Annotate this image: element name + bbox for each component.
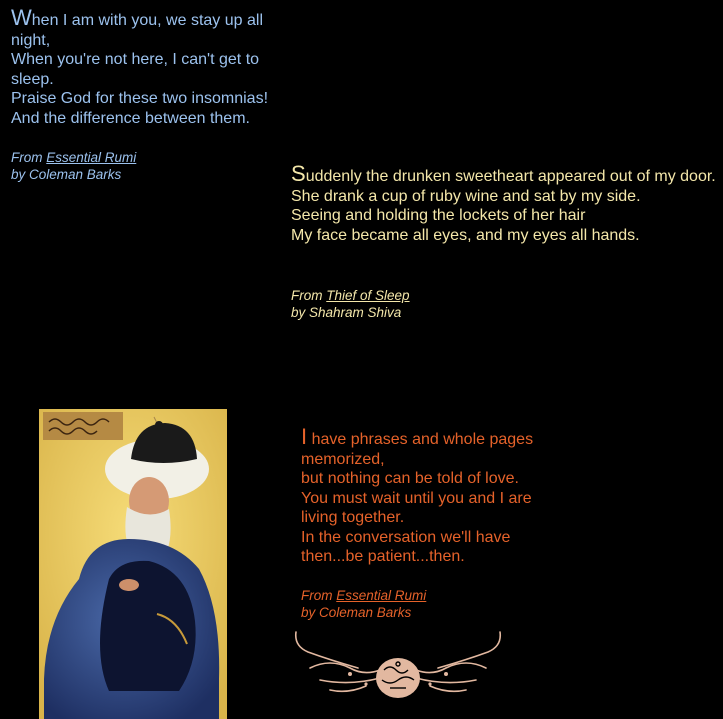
poem-3-source: From Essential Rumi by Coleman Barks xyxy=(301,588,427,620)
poem-block-2 xyxy=(291,161,721,245)
poem-line: Praise God for these two insomnias! xyxy=(11,90,269,107)
author-credit: by Shahram Shiva xyxy=(291,305,402,320)
drop-cap: I xyxy=(301,424,308,449)
poem-line: My face became all eyes, and my eyes all hands. xyxy=(291,226,640,244)
poem-2-source: From Thief of Sleep by Shahram Shiva xyxy=(291,288,410,320)
poem-3-first-line: I have phrases and whole pages memorized, xyxy=(301,424,534,468)
poem-line: In the conversation we'll have then...be patient...then. xyxy=(301,528,511,565)
drop-cap: S xyxy=(291,161,306,186)
poem-2-first-line: Suddenly the drunken sweetheart appeared out of my door. xyxy=(291,161,716,186)
poem-line: When you're not here, I can't get to sleep. xyxy=(11,51,260,88)
calligraphy-ornament xyxy=(290,624,506,714)
poem-line: You must wait until you and I are living together. xyxy=(301,489,532,526)
author-credit: by Coleman Barks xyxy=(11,167,122,182)
book-link-essential-rumi[interactable]: Essential Rumi xyxy=(336,588,427,603)
poem-line: Seeing and holding the lockets of her hair xyxy=(291,207,586,224)
poem-block-1 xyxy=(11,5,301,128)
book-link-essential-rumi[interactable]: Essential Rumi xyxy=(46,150,137,165)
drop-cap: W xyxy=(11,5,32,30)
poem-line: but nothing can be told of love. xyxy=(301,470,519,487)
poem-1-first-line: When I am with you, we stay up all night, xyxy=(11,5,263,49)
poem-line: She drank a cup of ruby wine and sat by my side. xyxy=(291,187,641,205)
poem-line: And the difference between them. xyxy=(11,109,250,127)
rumi-portrait xyxy=(39,409,227,719)
author-credit: by Coleman Barks xyxy=(301,605,412,620)
book-link-thief-of-sleep[interactable]: Thief of Sleep xyxy=(326,288,410,303)
poem-block-3 xyxy=(301,424,571,567)
poem-1-source: From Essential Rumi by Coleman Barks xyxy=(11,150,137,182)
